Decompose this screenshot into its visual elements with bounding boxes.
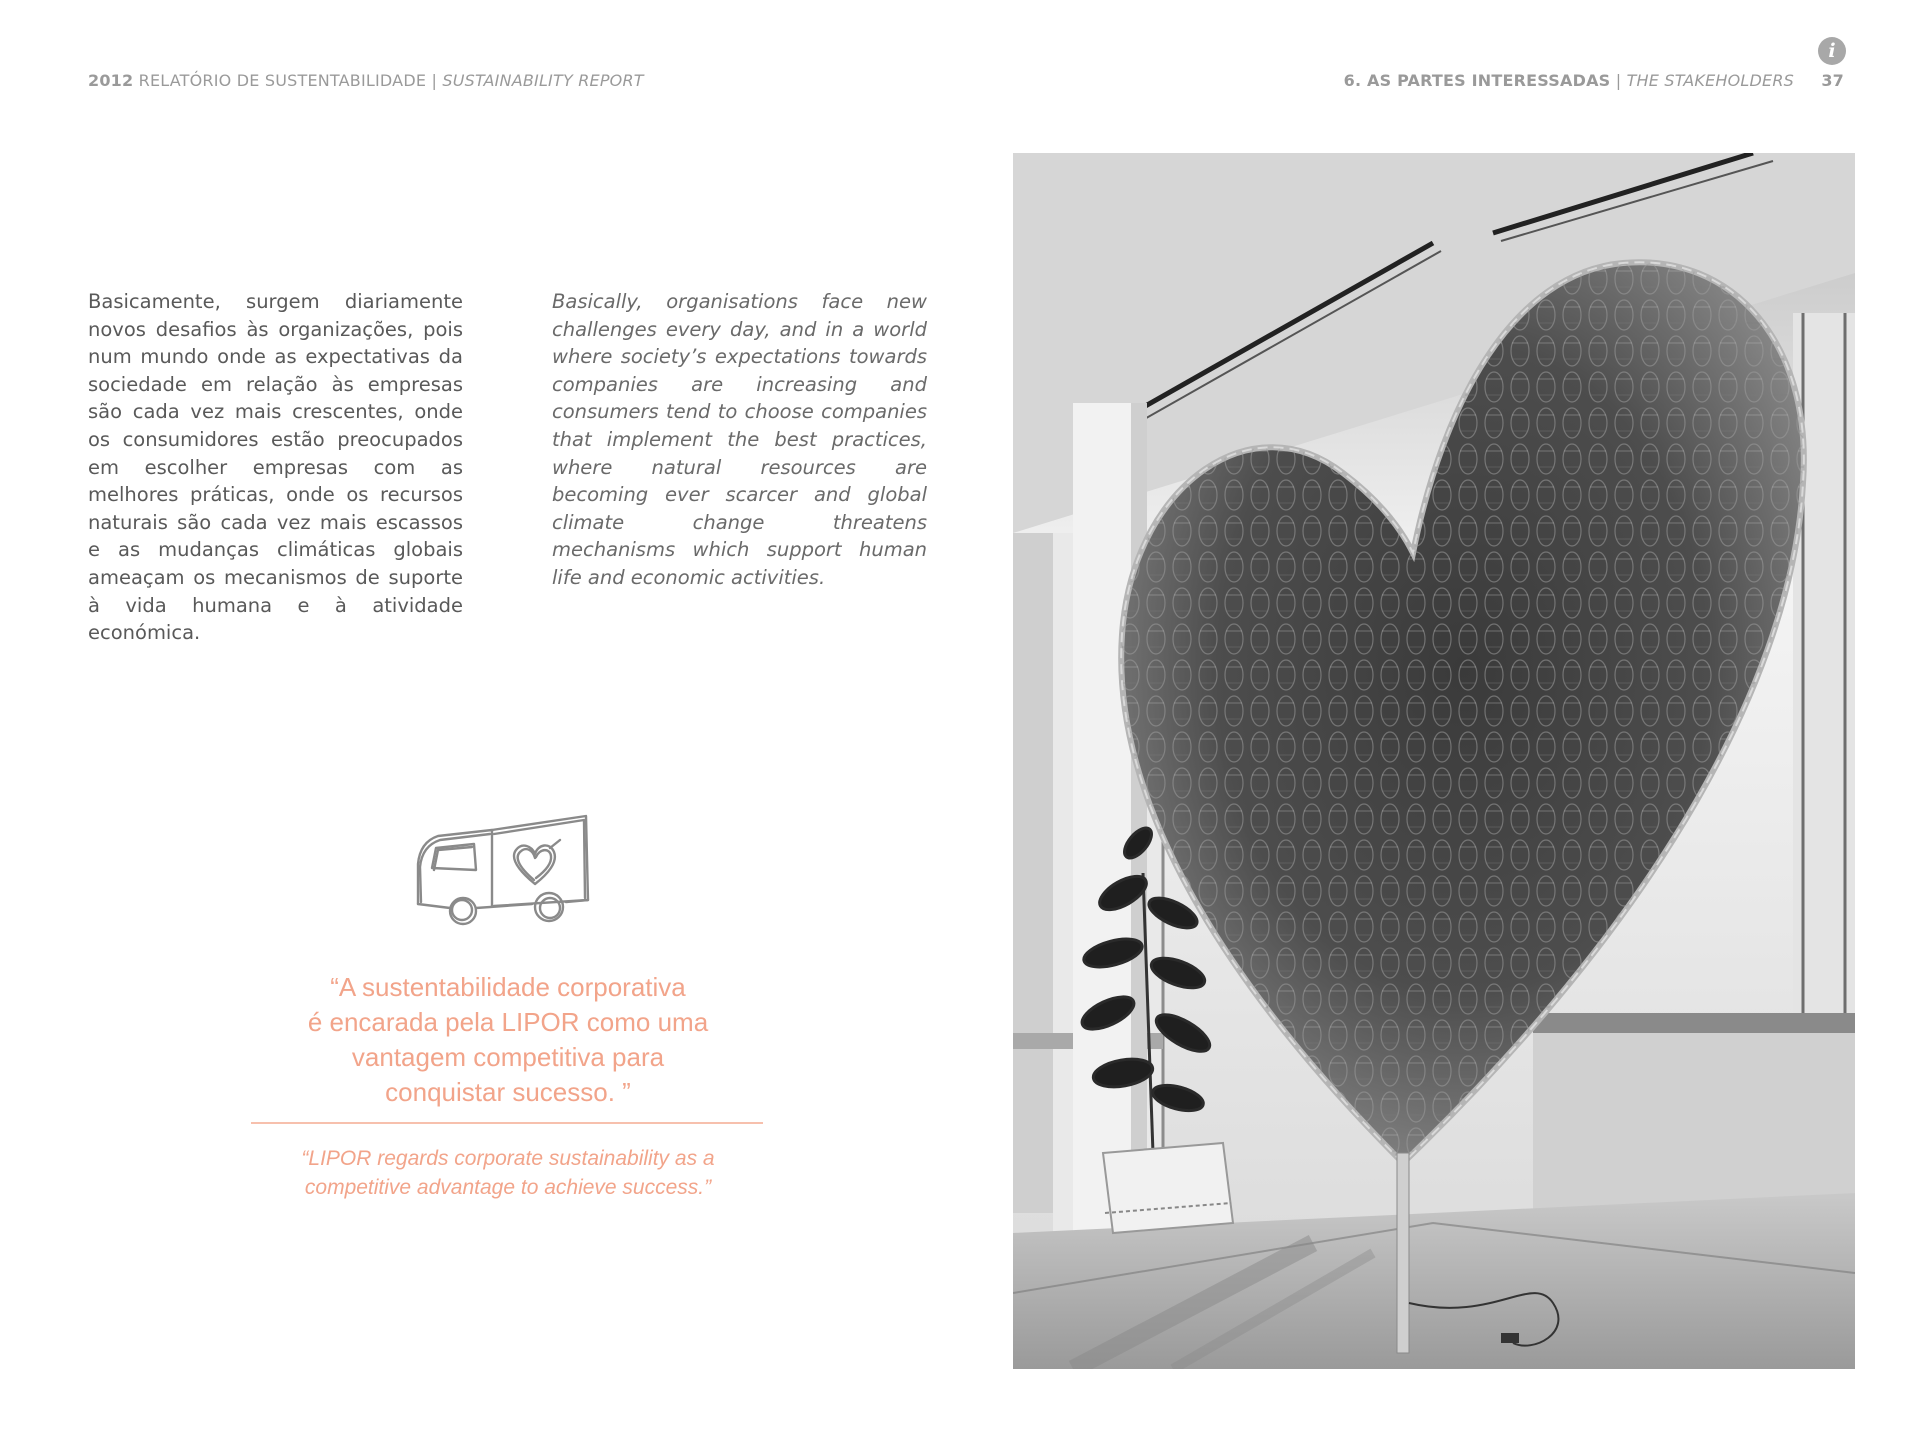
pull-quote-line: é encarada pela LIPOR como uma	[307, 1007, 709, 1037]
header-separator: |	[431, 71, 438, 90]
pull-quote-line: vantagem competitiva para	[351, 1042, 665, 1072]
body-text-portuguese: Basicamente, surgem diariamente novos desafios às organizações, pois num mundo onde as expectativas da sociedade em relação às empresas são cada vez mais crescentes, onde os consumidores estão preocupados em escolher empresas com as melhores práticas, onde os recursos naturais são cada vez mais escassos e as mudanças climáticas globais ameaçam os mecanismos de suporte à vida humana e à atividade económica.	[88, 290, 463, 645]
pull-quote-line: competitive advantage to achieve success.”	[304, 1176, 712, 1199]
chapter-separator: |	[1615, 71, 1622, 90]
pull-quote-portuguese	[248, 970, 768, 1110]
pull-quote-english	[248, 1144, 768, 1202]
chapter-title-en: THE STAKEHOLDERS	[1626, 71, 1795, 90]
pull-quote-line: “A sustentabilidade corporativa	[330, 972, 686, 1002]
chapter-title-pt: 6. AS PARTES INTERESSADAS	[1343, 71, 1611, 90]
quote-divider	[251, 1122, 763, 1124]
chapter-header	[1344, 71, 1844, 90]
truck-with-heart-sketch-icon	[410, 812, 600, 936]
body-text-english: Basically, organisations face new challenges every day, and in a world where society’s expectations towards companies are increasing and consumers tend to choose companies that implement the best practices, where natural resources are becoming ever scarcer and global climate change threatens mechanisms which support human life and economic activities.	[552, 290, 927, 589]
report-title-header	[88, 71, 644, 90]
pull-quote-line: “LIPOR regards corporate sustainability as a	[301, 1147, 715, 1170]
pull-quote-line: conquistar sucesso. ”	[385, 1077, 631, 1107]
page-number: 37	[1821, 71, 1844, 90]
header-year: 2012	[88, 71, 134, 90]
info-icon[interactable]: i	[1818, 37, 1846, 65]
heart-bottle-sculpture-photo	[1013, 153, 1855, 1369]
header-report-title-en: SUSTAINABILITY REPORT	[442, 71, 644, 90]
header-report-title-pt: RELATÓRIO DE SUSTENTABILIDADE	[138, 71, 427, 90]
